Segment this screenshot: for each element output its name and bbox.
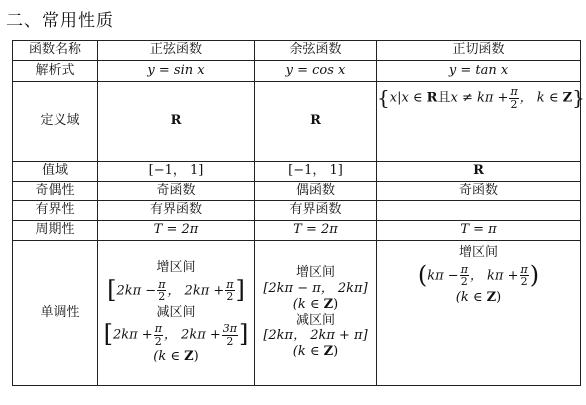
k-open: (k ∈ (292, 344, 324, 360)
tan-inc-interval: (kπ − $\frac{\pi}{2}$ ， kπ + $\frac{\pi}{2}$ ) (417, 260, 540, 289)
header-sin: 正弦函数 (98, 41, 255, 61)
frac-den: 2 (520, 275, 528, 289)
domain-tan-fraction (509, 86, 518, 110)
parity-row (13, 182, 581, 201)
period-cos: T = 2π (255, 221, 377, 241)
range-tan: R (377, 162, 581, 182)
domain-label: 定义域 (13, 82, 98, 162)
k-Z: Z (184, 349, 194, 365)
header-tan: 正切函数 (377, 41, 581, 61)
tan-inc-b: ， kπ + (469, 268, 519, 284)
domain-tan-mid: x ≠ kπ + (450, 90, 509, 106)
sin-dec-frac1 (154, 323, 163, 347)
bounded-tan (377, 201, 581, 221)
frac-den: 2 (158, 290, 166, 304)
k-Z: Z (486, 289, 497, 305)
bounded-label: 有界性 (13, 201, 98, 221)
monotonic-row (13, 241, 581, 386)
header-name: 函数名称 (13, 41, 98, 61)
range-sin: [−1， 1] (98, 162, 255, 182)
sin-inc-frac2 (225, 279, 234, 303)
tan-k-note (377, 291, 580, 306)
k-open: (k ∈ (292, 296, 324, 312)
expr-cos: y = cos x (255, 61, 377, 82)
k-close: ) (333, 344, 339, 360)
sin-inc-label: 增区间 (156, 260, 196, 275)
k-Z: Z (323, 296, 334, 312)
frac-num: π (154, 322, 162, 336)
domain-tan-num: π (510, 85, 518, 98)
period-label: 周期性 (13, 221, 98, 241)
monotonic-tan (377, 241, 581, 386)
cos-dec-label: 减区间 (295, 312, 335, 328)
domain-tan-den: 2 (510, 97, 518, 111)
sin-dec-interval: [2kπ + $\frac{\pi}{2}$ ， 2kπ + $\frac{3\pi}{2}$ ] (103, 320, 249, 349)
cos-inc-interval: [2kπ − π， 2kπ] (263, 280, 368, 296)
domain-tan-Z: Z (562, 90, 573, 106)
k-open: (k ∈ (455, 289, 487, 305)
monotonic-sin (98, 241, 255, 386)
sin-inc-a: 2kπ − (116, 283, 157, 299)
bounded-sin: 有界函数 (98, 201, 255, 221)
sin-dec-frac2 (222, 323, 238, 347)
frac-den: 2 (226, 334, 234, 348)
tan-inc-a: kπ − (427, 268, 459, 284)
domain-tan: {x|x ∈ R且x ≠ kπ + $\frac{\pi}{2}$ ， k ∈ Z} (377, 82, 581, 162)
sin-inc-b: ， 2kπ + (167, 283, 225, 299)
sin-dec-b: ， 2kπ + (163, 327, 221, 343)
monotonic-label: 单调性 (13, 241, 98, 386)
frac-num: 3π (222, 322, 238, 336)
range-label: 值域 (13, 162, 98, 182)
range-row (13, 162, 581, 182)
bounded-row (13, 201, 581, 221)
cos-inc-label: 增区间 (295, 264, 335, 280)
tan-inc-frac1 (460, 264, 469, 288)
domain-cos: R (255, 82, 377, 162)
sin-dec-label: 减区间 (156, 304, 196, 320)
domain-sin: R (98, 82, 255, 162)
sin-k-note (98, 350, 254, 365)
sin-dec-a: 2kπ + (112, 327, 153, 343)
k-Z: Z (323, 344, 334, 360)
frac-den: 2 (154, 334, 162, 348)
period-sin: T = 2π (98, 221, 255, 241)
tan-inc-label: 增区间 (458, 245, 498, 260)
frac-num: π (226, 277, 234, 291)
bounded-cos: 有界函数 (255, 201, 377, 221)
trig-properties-table (12, 40, 585, 386)
period-tan: T = π (377, 221, 581, 241)
expr-row (13, 61, 581, 82)
expr-tan: y = tan x (377, 61, 581, 82)
frac-num: π (158, 277, 166, 291)
domain-tan-and: 且 (437, 90, 451, 106)
parity-sin: 奇函数 (98, 182, 255, 201)
frac-num: π (520, 262, 528, 276)
k-close: ) (333, 296, 339, 312)
frac-num: π (460, 262, 468, 276)
cos-dec-interval: [2kπ， 2kπ + π] (263, 328, 368, 344)
period-row (13, 221, 581, 241)
frac-den: 2 (226, 290, 234, 304)
k-close: ) (496, 289, 502, 305)
domain-tan-R: R (426, 90, 438, 106)
expr-sin: y = sin x (98, 61, 255, 82)
expr-label: 解析式 (13, 61, 98, 82)
header-row (13, 41, 581, 61)
parity-label: 奇偶性 (13, 182, 98, 201)
parity-tan: 奇函数 (377, 182, 581, 201)
domain-tan-prefix: x|x ∈ (389, 90, 427, 106)
k-close: ) (193, 349, 199, 365)
sin-inc-frac1 (157, 279, 166, 303)
domain-tan-suffix: ， k ∈ (519, 90, 563, 106)
domain-row (13, 82, 581, 162)
monotonic-cos (255, 241, 377, 386)
k-open: (k ∈ (153, 349, 185, 365)
range-cos: [−1， 1] (255, 162, 377, 182)
header-cos: 余弦函数 (255, 41, 377, 61)
cos-dec-k-note (255, 345, 376, 360)
sin-inc-interval: [2kπ − $\frac{\pi}{2}$ ， 2kπ + $\frac{\pi}{2}$ ] (107, 275, 245, 304)
cos-inc-k-note (255, 298, 376, 313)
section-heading: 二、常用性质 (6, 11, 114, 31)
tan-inc-frac2 (520, 264, 529, 288)
parity-cos: 偶函数 (255, 182, 377, 201)
frac-den: 2 (460, 275, 468, 289)
